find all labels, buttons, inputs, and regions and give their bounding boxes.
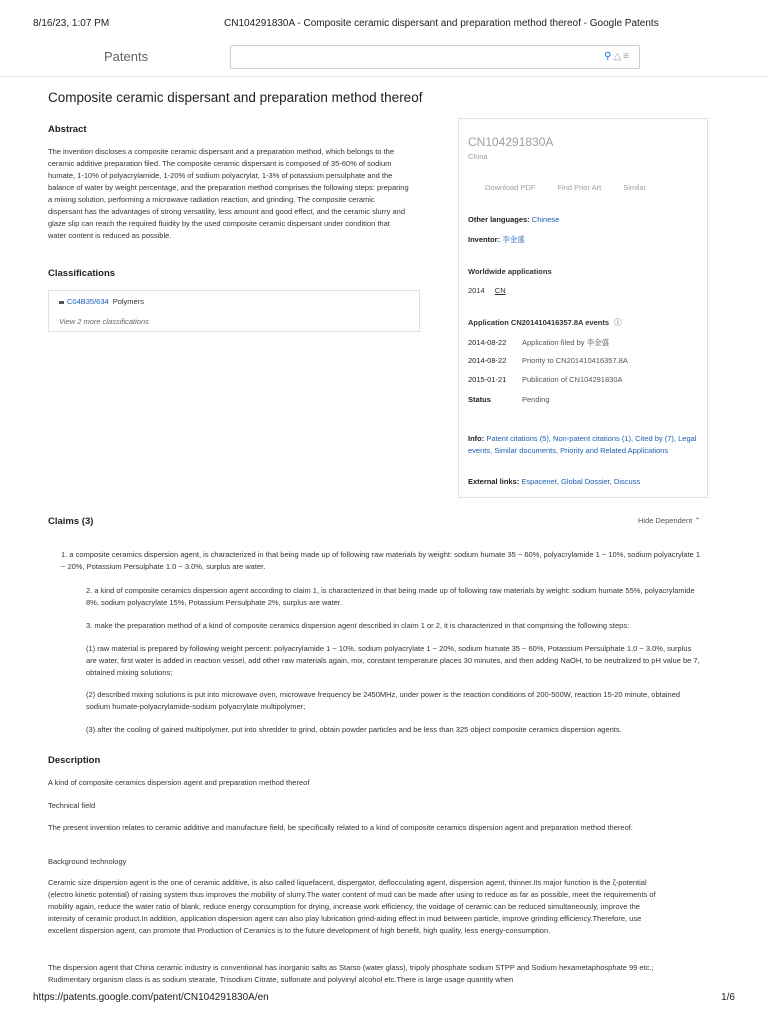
claim-item: 1. a composite ceramics dispersion agent, is characterized in that being made up of following raw materials by weight: sodium humate 35 ~ 60%, polyacrylamide 1 ~ 10%, sodium polyacrylate 1 ~ 20%, Potassium Persulphate 1.0 ~ 3.0%, surplus are water. bbox=[61, 550, 701, 571]
graduation-cap-icon[interactable]: △ bbox=[613, 51, 624, 62]
print-url: https://patents.google.com/patent/CN104291830A/en bbox=[33, 992, 269, 1003]
classifications-box bbox=[48, 290, 420, 332]
classification-row bbox=[59, 297, 144, 306]
external-links-label: External links: bbox=[468, 477, 520, 486]
view-more-classifications-link[interactable]: View 2 more classifications bbox=[59, 317, 149, 326]
similar-button[interactable]: Similar bbox=[623, 183, 647, 192]
status-value: Pending bbox=[522, 395, 550, 404]
classifications-heading: Classifications bbox=[48, 268, 116, 279]
inventor-row bbox=[468, 234, 525, 245]
event-desc: Publication of CN104291830A bbox=[522, 375, 623, 384]
print-date: 8/16/23, 1:07 PM bbox=[33, 18, 110, 29]
abstract-heading: Abstract bbox=[48, 124, 87, 135]
description-paragraph: A kind of composite ceramics dispersion agent and preparation method thereof bbox=[48, 778, 310, 787]
worldwide-heading: Worldwide applications bbox=[468, 267, 552, 276]
download-pdf-button[interactable]: Download PDF bbox=[485, 183, 536, 192]
top-bar bbox=[0, 40, 768, 77]
event-date: 2014-08-22 bbox=[468, 338, 507, 347]
hide-dependent-toggle[interactable] bbox=[638, 516, 701, 525]
info-links[interactable]: Patent citations (5), Non-patent citations (1), Cited by (7), Legal events, Similar documents, Priority and Related Applications bbox=[468, 434, 697, 455]
external-links[interactable]: Espacenet, Global Dossier, Discuss bbox=[521, 477, 641, 486]
other-languages-label: Other languages: bbox=[468, 215, 530, 224]
claim-item: (3) after the cooling of gained multipolymer, put into shredder to grind, obtain powder particles and be less than 325 object composite ceramics dispersion agents. bbox=[86, 725, 622, 734]
classification-code-link[interactable]: C04B35/634 bbox=[67, 297, 109, 306]
event-date: 2015-01-21 bbox=[468, 375, 507, 384]
help-icon[interactable]: ⓘ bbox=[614, 318, 622, 327]
status-row bbox=[468, 395, 550, 404]
event-date: 2014-08-22 bbox=[468, 356, 507, 365]
bullet-icon bbox=[59, 301, 64, 304]
inventor-label: Inventor: bbox=[468, 235, 501, 244]
worldwide-row bbox=[468, 286, 506, 295]
card-actions bbox=[485, 183, 668, 192]
patent-info-card bbox=[458, 118, 708, 498]
search-tools bbox=[604, 51, 631, 62]
tune-icon[interactable]: ≡ bbox=[623, 51, 631, 62]
claim-item: (2) described mixing solutions is put into microwave oven, microwave frequency be 2450MHz, under power is the reaction conditions of 200-500W, reaction 15-20 minute, obtained sodium humate-polyacrylamide-sodium polyacrylate multipolymer; bbox=[86, 690, 681, 711]
patents-logo[interactable]: Patents bbox=[104, 49, 149, 64]
print-title: CN104291830A - Composite ceramic dispersant and preparation method thereof - Google Patents bbox=[224, 18, 659, 29]
external-links-row bbox=[468, 477, 640, 486]
worldwide-country-link[interactable]: CN bbox=[494, 286, 506, 295]
description-paragraph: Technical field bbox=[48, 801, 96, 810]
claim-item: 3. make the preparation method of a kind of composite ceramics dispersion agent described in claim 1 or 2, it is characterized in that comprising the following steps: bbox=[86, 621, 630, 630]
find-prior-art-button[interactable]: Find Prior Art bbox=[557, 183, 602, 192]
description-heading: Description bbox=[48, 755, 101, 766]
description-paragraph: Background technology bbox=[48, 857, 127, 866]
description-paragraph: The present invention relates to ceramic additive and manufacture field, be specifically related to a kind of composite ceramics dispersion agent and preparation method thereof. bbox=[48, 823, 633, 832]
inventor-link[interactable]: 李金盛 bbox=[502, 235, 525, 244]
chevron-up-icon: ⌃ bbox=[694, 516, 701, 525]
classification-label: Polymers bbox=[112, 297, 144, 306]
claims-heading: Claims (3) bbox=[48, 516, 94, 527]
events-heading bbox=[468, 317, 622, 328]
other-languages-row bbox=[468, 215, 559, 224]
events-heading-text: Application CN201410416357.8A events bbox=[468, 318, 610, 327]
event-row bbox=[468, 337, 609, 348]
hide-dependent-label: Hide Dependent bbox=[638, 516, 693, 525]
claim-item: (1) raw material is prepared by following weight percent: polyacrylamide 1 ~ 10%, sodium polyacrylate 1 ~ 20%, sodium humate 35 ~ 60%, Potassium Persulphate 1.0 ~ 3.0%, surplus are water, first water is added in reaction vessel, add other raw materials again, mix, constant temperature places 30 minutes, and then adding NaOH, to be neutralized to pH value be 7, obtained mixing solutions; bbox=[86, 644, 700, 677]
print-page-number: 1/6 bbox=[721, 992, 735, 1003]
description-paragraph: The dispersion agent that China ceramic industry is conventional has inorganic salts as Starso (water glass), tripoly phosphate sodium STPP and Sodium hexametaphosphate 99 etc.; Rudimentary organism class is as sodium stearate, Trisodium Citrate, sulfonate and polyvinyl alcohol etc.There is large usage quantity when bbox=[48, 963, 654, 984]
info-label: Info: bbox=[468, 434, 485, 443]
other-languages-link[interactable]: Chinese bbox=[531, 215, 560, 224]
page-title: Composite ceramic dispersant and preparation method thereof bbox=[48, 90, 423, 105]
info-row bbox=[468, 433, 700, 457]
lightbulb-icon[interactable]: ⚲ bbox=[604, 51, 614, 62]
event-desc: Priority to CN201410416357.8A bbox=[522, 356, 628, 365]
event-row bbox=[468, 375, 623, 384]
publication-number: CN104291830A bbox=[468, 135, 554, 149]
description-paragraph: Ceramic size dispersion agent is the one of ceramic additive, is also called liquefacent, dispergator, deflocculating agent, dispersion agent, thinner.Its major function is the ζ-potential (electro kinetic potential) of raising system thus improves the mobility of slurry.The water content of mud can be made after using to reduce as far as possible, meet the requirements of mobility again, reduce the water ratio of blank, reduce energy consumption for drying, increase work efficiency, the voidage of ceramic can be reduced simultaneously, improve the intensity of ceramic product.In addition, application dispersion agent can also play lubrication grind-aiding effect in mud between particle, improve grinding efficiency.Therefore, use excellent dispersion agent, can promote that Production of Ceramics is to the future development of high benefit, high quality, less energy-consumption. bbox=[48, 878, 656, 935]
claim-item: 2. a kind of composite ceramics dispersion agent according to claim 1, is characterized in that being made up of following raw materials by weight: sodium humate 55%, polyacrylamide 8%, sodium polyacrylate 15%, Potassium Persulphate 2%, surplus are water. bbox=[86, 586, 695, 607]
event-desc: Application filed by 李金盛 bbox=[522, 338, 610, 347]
status-label: Status bbox=[468, 395, 491, 404]
event-row bbox=[468, 356, 628, 365]
abstract-text: The invention discloses a composite ceramic dispersant and a preparation method, which belongs to the ceramic additive preparation filed. The composite ceramic dispersant is composed of 35-60% of sodium humate, 1-10% of polyacrylamide, 1-20% of sodium polyacrylat, 1-3% of potassium persulphate and the balance of water by weight percentage, and the preparation method comprises the following steps: preparing a mixing solution, performing a microwave radiation reaction, and grinding. The composite ceramic dispersant has the advantages of strong versatility, less amount and good effect, and the ceramic slurry and glaze slip can reach the required fluidity by the used composite ceramic dispersant under condition that water content is reduced as possible. bbox=[48, 147, 409, 240]
country: China bbox=[468, 152, 488, 161]
worldwide-year: 2014 bbox=[468, 286, 485, 295]
search-input[interactable] bbox=[230, 45, 640, 69]
